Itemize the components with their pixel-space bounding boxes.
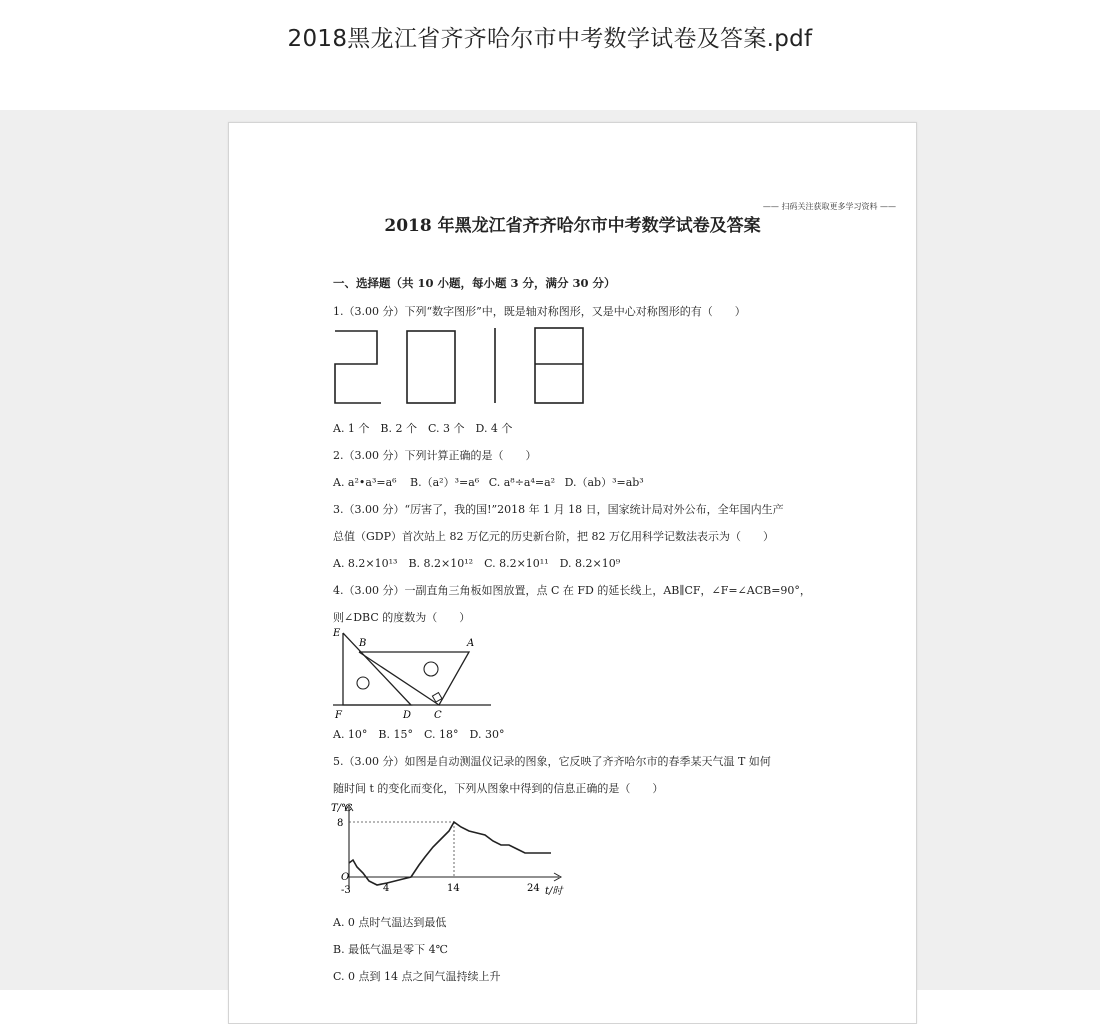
question-5-stem-line1: 5.（3.00 分）如图是自动测温仪记录的图象，它反映了齐齐哈尔市的春季某天气温 T 如何 xyxy=(333,755,771,768)
q1-figure-2018 xyxy=(333,328,593,408)
title-bar xyxy=(0,0,1100,110)
graph-tick-neg3: -3 xyxy=(341,885,351,896)
q5-temperature-graph xyxy=(329,801,579,901)
graph-tick-14: 14 xyxy=(447,883,460,894)
label-e: E xyxy=(333,628,341,639)
document-title: 2018 年黑龙江省齐齐哈尔市中考数学试卷及答案 xyxy=(384,216,761,236)
q4-triangle-figure xyxy=(333,628,493,723)
question-2-stem: 2.（3.00 分）下列计算正确的是（ ） xyxy=(333,449,537,462)
question-5-option-a: A. 0 点时气温达到最低 xyxy=(333,916,447,929)
pdf-page xyxy=(228,122,917,1024)
question-4-options: A. 10° B. 15° C. 18° D. 30° xyxy=(333,728,505,741)
header-note: —— 扫码关注获取更多学习资料 —— xyxy=(762,202,896,211)
question-4-stem-line1: 4.（3.00 分）一副直角三角板如图放置，点 C 在 FD 的延长线上，AB∥CF，∠F=∠ACB=90°， xyxy=(333,584,811,597)
question-4-stem-line2: 则∠DBC 的度数为（ ） xyxy=(333,611,471,624)
question-5-option-c: C. 0 点到 14 点之间气温持续上升 xyxy=(333,970,501,983)
question-5-stem-line2: 随时间 t 的变化而变化，下列从图象中得到的信息正确的是（ ） xyxy=(333,782,664,795)
question-3-stem-line1: 3.（3.00 分）“厉害了，我的国!”2018 年 1 月 18 日，国家统计局对外公布，全年国内生产 xyxy=(333,503,784,516)
question-3-stem-line2: 总值（GDP）首次站上 82 万亿元的历史新台阶，把 82 万亿用科学记数法表示为（ ） xyxy=(333,530,774,543)
graph-y-label: T/℃ xyxy=(331,803,353,814)
q2-option-c: C. a⁸÷a⁴=a² xyxy=(488,476,556,489)
q2-option-b: B.（a²）³=a⁶ xyxy=(410,476,480,489)
graph-tick-8: 8 xyxy=(337,818,344,829)
question-1-options: A. 1 个 B. 2 个 C. 3 个 D. 4 个 xyxy=(333,422,513,435)
label-d: D xyxy=(403,710,412,721)
question-1-stem: 1.（3.00 分）下列“数字图形”中，既是轴对称图形，又是中心对称图形的有（ ） xyxy=(333,305,746,318)
question-3-options: A. 8.2×10¹³ B. 8.2×10¹² C. 8.2×10¹¹ D. 8.2×10⁹ xyxy=(333,557,621,570)
q2-option-a: A. a²•a³=a⁶ xyxy=(333,476,397,489)
label-f: F xyxy=(335,710,342,721)
graph-origin: O xyxy=(341,872,350,883)
graph-tick-4: 4 xyxy=(383,883,390,894)
graph-x-label: t/时 xyxy=(545,886,563,897)
q2-option-d: D.（ab）³=ab³ xyxy=(564,476,644,489)
label-c: C xyxy=(434,710,442,721)
pdf-viewer[interactable] xyxy=(0,110,1100,990)
label-b: B xyxy=(359,638,367,649)
question-5-option-b: B. 最低气温是零下 4℃ xyxy=(333,943,448,956)
graph-tick-24: 24 xyxy=(527,883,540,894)
label-a: A xyxy=(467,638,475,649)
section-heading: 一、选择题（共 10 小题，每小题 3 分，满分 30 分） xyxy=(333,276,616,290)
file-title: 2018黑龙江省齐齐哈尔市中考数学试卷及答案.pdf xyxy=(287,26,813,52)
question-2-options xyxy=(333,474,644,490)
